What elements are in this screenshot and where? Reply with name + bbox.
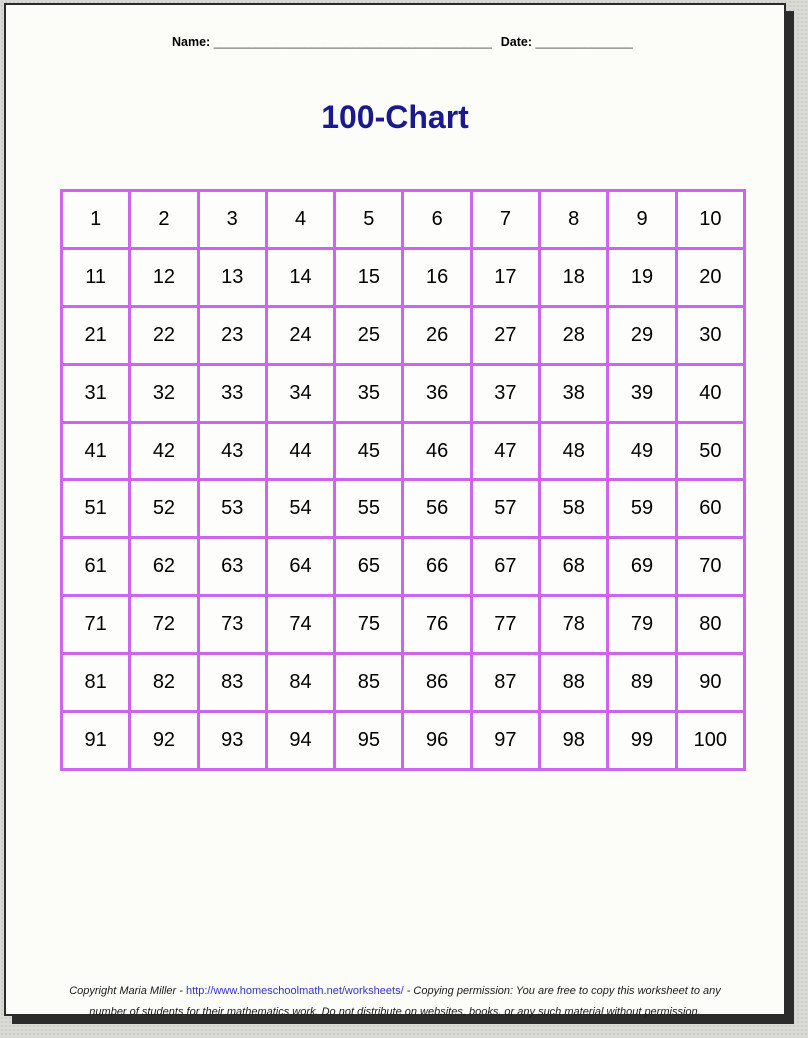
grid-cell: 90 (676, 654, 744, 712)
grid-cell: 24 (266, 306, 334, 364)
grid-cell: 79 (608, 596, 676, 654)
grid-cell: 22 (130, 306, 198, 364)
grid-cell: 35 (335, 364, 403, 422)
grid-cell: 72 (130, 596, 198, 654)
grid-cell: 65 (335, 538, 403, 596)
date-label: Date: (500, 35, 533, 49)
grid-cell: 62 (130, 538, 198, 596)
grid-cell: 16 (403, 248, 471, 306)
grid-cell: 46 (403, 422, 471, 480)
grid-cell: 63 (198, 538, 266, 596)
grid-cell: 48 (540, 422, 608, 480)
grid-cell: 6 (403, 191, 471, 249)
grid-cell: 34 (266, 364, 334, 422)
copyright-footer (6, 981, 784, 1023)
grid-cell: 86 (403, 654, 471, 712)
grid-cell: 3 (198, 191, 266, 249)
grid-cell: 14 (266, 248, 334, 306)
grid-cell: 37 (471, 364, 539, 422)
grid-cell: 36 (403, 364, 471, 422)
grid-cell: 51 (62, 480, 130, 538)
grid-cell: 29 (608, 306, 676, 364)
grid-cell: 8 (540, 191, 608, 249)
grid-cell: 59 (608, 480, 676, 538)
grid-cell: 89 (608, 654, 676, 712)
grid-cell: 56 (403, 480, 471, 538)
grid-cell: 26 (403, 306, 471, 364)
table-row (62, 712, 745, 770)
header (172, 32, 633, 52)
grid-cell: 100 (676, 712, 744, 770)
grid-cell: 81 (62, 654, 130, 712)
grid-cell: 5 (335, 191, 403, 249)
grid-cell: 18 (540, 248, 608, 306)
date-blank-line: ______________ (535, 35, 633, 49)
table-row (62, 364, 745, 422)
grid-cell: 1 (62, 191, 130, 249)
grid-cell: 71 (62, 596, 130, 654)
grid-cell: 32 (130, 364, 198, 422)
grid-cell: 54 (266, 480, 334, 538)
grid-cell: 74 (266, 596, 334, 654)
page-title: 100-Chart (321, 99, 469, 135)
grid-cell: 78 (540, 596, 608, 654)
grid-cell: 67 (471, 538, 539, 596)
grid-cell: 64 (266, 538, 334, 596)
grid-cell: 98 (540, 712, 608, 770)
grid-cell: 12 (130, 248, 198, 306)
table-row (62, 248, 745, 306)
grid-cell: 66 (403, 538, 471, 596)
grid-cell: 61 (62, 538, 130, 596)
grid-cell: 58 (540, 480, 608, 538)
grid-cell: 91 (62, 712, 130, 770)
homeschoolmath-link[interactable]: http://www.homeschoolmath.net/worksheets/ (185, 985, 404, 997)
grid-cell: 43 (198, 422, 266, 480)
grid-cell: 20 (676, 248, 744, 306)
grid-cell: 92 (130, 712, 198, 770)
grid-cell: 93 (198, 712, 266, 770)
grid-cell: 75 (335, 596, 403, 654)
grid-cell: 27 (471, 306, 539, 364)
grid-cell: 4 (266, 191, 334, 249)
copyright-text-prefix: Copyright Maria Miller - (69, 985, 186, 997)
grid-cell: 31 (62, 364, 130, 422)
grid-cell: 42 (130, 422, 198, 480)
grid-cell: 15 (335, 248, 403, 306)
grid-cell: 53 (198, 480, 266, 538)
grid-cell: 57 (471, 480, 539, 538)
grid-cell: 38 (540, 364, 608, 422)
grid-cell: 73 (198, 596, 266, 654)
grid-cell: 41 (62, 422, 130, 480)
name-label: Name: (172, 35, 211, 49)
grid-cell: 50 (676, 422, 744, 480)
grid-cell: 11 (62, 248, 130, 306)
table-row (62, 422, 745, 480)
hundred-chart-table (60, 189, 746, 771)
table-row (62, 480, 745, 538)
grid-cell: 95 (335, 712, 403, 770)
table-row (62, 596, 745, 654)
grid-cell: 76 (403, 596, 471, 654)
grid-cell: 83 (198, 654, 266, 712)
grid-cell: 85 (335, 654, 403, 712)
grid-cell: 39 (608, 364, 676, 422)
grid-cell: 40 (676, 364, 744, 422)
grid-cell: 97 (471, 712, 539, 770)
grid-cell: 2 (130, 191, 198, 249)
grid-cell: 80 (676, 596, 744, 654)
grid-cell: 77 (471, 596, 539, 654)
grid-cell: 69 (608, 538, 676, 596)
grid-cell: 28 (540, 306, 608, 364)
grid-cell: 60 (676, 480, 744, 538)
grid-cell: 9 (608, 191, 676, 249)
grid-cell: 13 (198, 248, 266, 306)
grid-cell: 70 (676, 538, 744, 596)
grid-cell: 84 (266, 654, 334, 712)
table-row (62, 538, 745, 596)
table-row (62, 654, 745, 712)
grid-cell: 17 (471, 248, 539, 306)
grid-cell: 88 (540, 654, 608, 712)
hundred-chart-body (62, 191, 745, 770)
grid-cell: 49 (608, 422, 676, 480)
grid-cell: 25 (335, 306, 403, 364)
grid-cell: 47 (471, 422, 539, 480)
table-row (62, 306, 745, 364)
grid-cell: 68 (540, 538, 608, 596)
grid-cell: 10 (676, 191, 744, 249)
grid-cell: 45 (335, 422, 403, 480)
grid-cell: 96 (403, 712, 471, 770)
table-row (62, 191, 745, 249)
grid-cell: 30 (676, 306, 744, 364)
grid-cell: 7 (471, 191, 539, 249)
grid-cell: 55 (335, 480, 403, 538)
worksheet-page (4, 3, 786, 1016)
grid-cell: 82 (130, 654, 198, 712)
grid-cell: 94 (266, 712, 334, 770)
grid-cell: 33 (198, 364, 266, 422)
copyright-text-line2: number of students for their mathematics work. Do not distribute on websites, books, or any such material without permission. (89, 1006, 701, 1018)
copyright-text-suffix: - Copying permission: You are free to copy this worksheet to any (403, 985, 721, 997)
grid-cell: 99 (608, 712, 676, 770)
grid-cell: 23 (198, 306, 266, 364)
grid-cell: 19 (608, 248, 676, 306)
grid-cell: 44 (266, 422, 334, 480)
grid-cell: 21 (62, 306, 130, 364)
name-blank-line: ________________________________________ (213, 35, 492, 49)
grid-cell: 52 (130, 480, 198, 538)
grid-cell: 87 (471, 654, 539, 712)
